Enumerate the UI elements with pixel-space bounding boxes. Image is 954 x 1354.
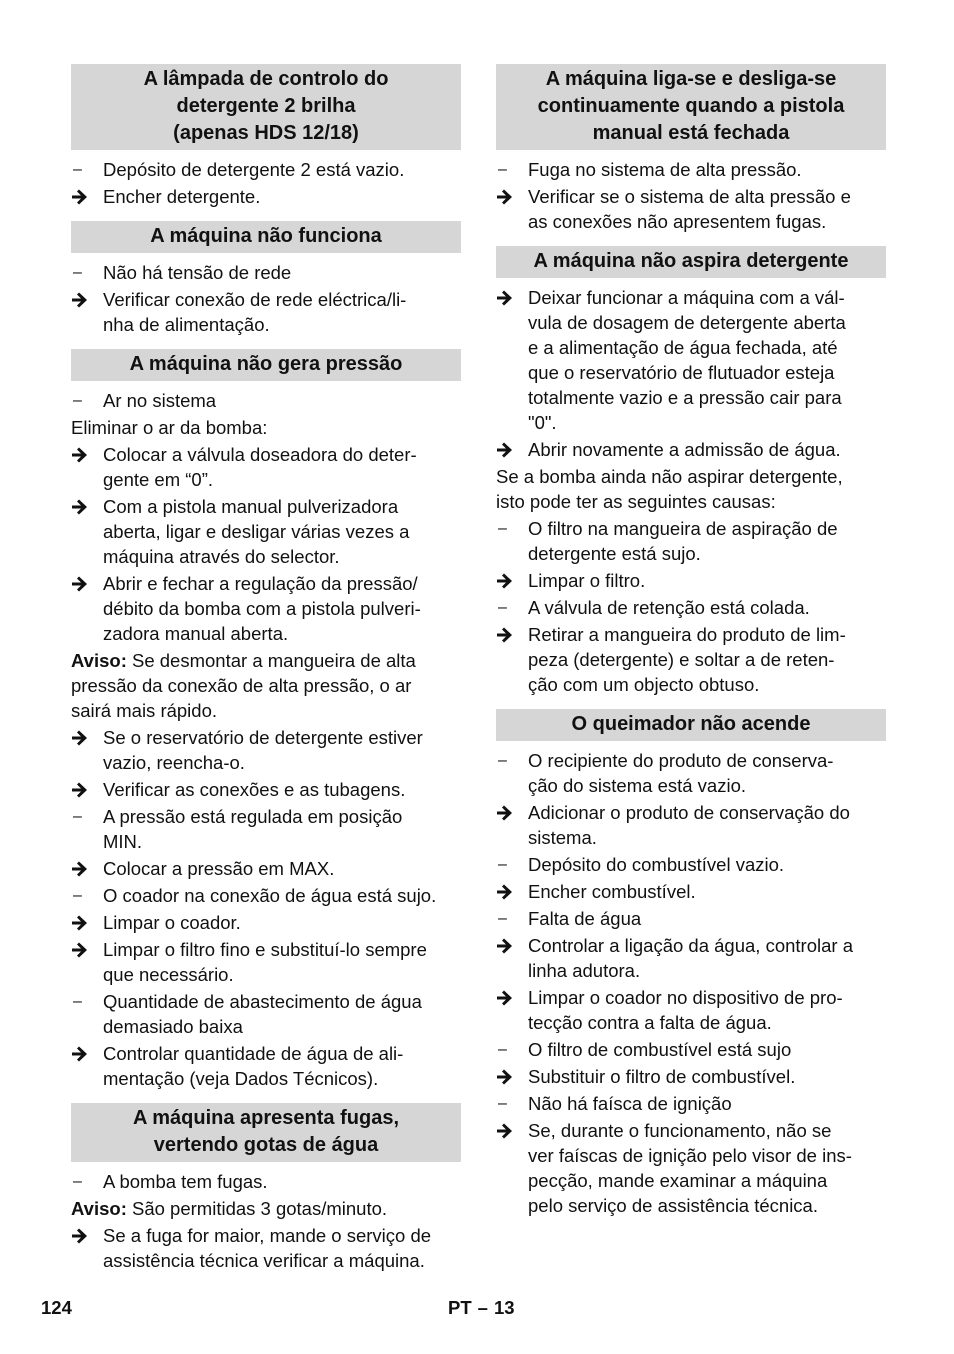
note-text: São permitidas 3 gotas/minuto. bbox=[126, 1198, 388, 1219]
item-text: Adicionar o produto de conservação do sistema. bbox=[528, 802, 850, 848]
item-text: Colocar a válvula doseadora do deter- gente em “0”. bbox=[103, 444, 417, 490]
dash-marker: – bbox=[498, 1095, 507, 1112]
heading-line: vertendo gotas de água bbox=[153, 1134, 379, 1156]
remedy-item bbox=[496, 985, 886, 1035]
dash-marker: – bbox=[73, 264, 82, 281]
cause-item bbox=[496, 852, 886, 877]
cause-item bbox=[71, 157, 461, 182]
note-label: Aviso: bbox=[71, 650, 127, 671]
remedy-item bbox=[496, 437, 886, 462]
item-text: Quantidade de abastecimento de água demasiado baixa bbox=[103, 991, 422, 1037]
item-text: Limpar o filtro. bbox=[528, 570, 646, 591]
item-text: Se, durante o funcionamento, não se ver faíscas de ignição pelo visor de ins- pecção, mande examinar a máquina pelo serviço de assistência técnica. bbox=[528, 1120, 852, 1216]
cause-item bbox=[496, 1037, 886, 1062]
page-number: 124 bbox=[41, 1297, 72, 1318]
item-text: Abrir e fechar a regulação da pressão/ débito da bomba com a pistola pulveri- zadora manual aberta. bbox=[103, 573, 421, 644]
cause-item bbox=[71, 388, 461, 413]
dash-marker: – bbox=[73, 1173, 82, 1190]
item-text: Limpar o coador no dispositivo de pro- tecção contra a falta de água. bbox=[528, 987, 843, 1033]
section-heading bbox=[496, 64, 886, 150]
remedy-item bbox=[71, 937, 461, 987]
note-paragraph bbox=[71, 1196, 461, 1221]
dash-marker: – bbox=[498, 752, 507, 769]
item-text: Depósito de detergente 2 está vazio. bbox=[103, 159, 405, 180]
item-text: Com a pistola manual pulverizadora aberta, ligar e desligar várias vezes a máquina através do selector. bbox=[103, 496, 410, 567]
cause-item bbox=[71, 989, 461, 1039]
item-text: Verificar se o sistema de alta pressão e as conexões não apresentem fugas. bbox=[528, 186, 851, 232]
section-heading bbox=[71, 349, 461, 381]
item-text: Falta de água bbox=[528, 908, 642, 929]
arrow-right-icon bbox=[71, 1041, 99, 1062]
dash-marker: – bbox=[498, 520, 507, 537]
item-text: A bomba tem fugas. bbox=[103, 1171, 268, 1192]
arrow-right-icon bbox=[71, 937, 99, 958]
remedy-item bbox=[71, 184, 461, 209]
left-column bbox=[71, 64, 461, 1275]
arrow-right-icon bbox=[71, 571, 99, 592]
section-gap bbox=[496, 699, 886, 709]
remedy-item bbox=[496, 1064, 886, 1089]
arrow-right-icon bbox=[496, 437, 524, 458]
item-text: Fuga no sistema de alta pressão. bbox=[528, 159, 802, 180]
remedy-item bbox=[496, 879, 886, 904]
section-heading bbox=[496, 246, 886, 278]
item-text: Não há faísca de ignição bbox=[528, 1093, 732, 1114]
arrow-right-icon bbox=[496, 622, 524, 643]
item-text: O recipiente do produto de conserva- ção do sistema está vazio. bbox=[528, 750, 834, 796]
section-heading bbox=[496, 709, 886, 741]
cause-item bbox=[496, 516, 886, 566]
heading-line: A máquina não gera pressão bbox=[129, 353, 403, 375]
arrow-right-icon bbox=[496, 285, 524, 306]
dash-marker: – bbox=[73, 993, 82, 1010]
heading-line: continuamente quando a pistola bbox=[537, 95, 845, 117]
paragraph: Se a bomba ainda não aspirar detergente, isto pode ter as seguintes causas: bbox=[496, 466, 843, 512]
item-text: Controlar a ligação da água, controlar a linha adutora. bbox=[528, 935, 853, 981]
item-text: Substituir o filtro de combustível. bbox=[528, 1066, 796, 1087]
item-text: A válvula de retenção está colada. bbox=[528, 597, 810, 618]
dash-marker: – bbox=[498, 1041, 507, 1058]
note-label: Aviso: bbox=[71, 1198, 127, 1219]
dash-marker: – bbox=[498, 910, 507, 927]
remedy-item bbox=[71, 910, 461, 935]
heading-line: A máquina liga-se e desliga-se bbox=[545, 68, 837, 90]
dash-marker: – bbox=[498, 599, 507, 616]
cause-item bbox=[71, 1169, 461, 1194]
arrow-right-icon bbox=[496, 568, 524, 589]
heading-line: A máquina não funciona bbox=[150, 225, 382, 247]
footer-section bbox=[448, 1297, 515, 1319]
arrow-right-icon bbox=[71, 442, 99, 463]
section-gap bbox=[496, 236, 886, 246]
arrow-right-icon bbox=[71, 184, 99, 205]
item-text: O coador na conexão de água está sujo. bbox=[103, 885, 437, 906]
heading-line: A máquina apresenta fugas, bbox=[133, 1107, 399, 1129]
heading-line: (apenas HDS 12/18) bbox=[173, 122, 359, 144]
heading-line: detergente 2 brilha bbox=[176, 95, 356, 117]
item-text: Não há tensão de rede bbox=[103, 262, 292, 283]
arrow-right-icon bbox=[71, 1223, 99, 1244]
dash-marker: – bbox=[498, 856, 507, 873]
arrow-right-icon bbox=[71, 494, 99, 515]
cause-item bbox=[496, 1091, 886, 1116]
remedy-item bbox=[496, 622, 886, 697]
remedy-item bbox=[496, 568, 886, 593]
item-text: Ar no sistema bbox=[103, 390, 217, 411]
cause-item bbox=[496, 748, 886, 798]
arrow-right-icon bbox=[71, 777, 99, 798]
dash-marker: – bbox=[73, 808, 82, 825]
remedy-item bbox=[71, 1041, 461, 1091]
cause-item bbox=[496, 595, 886, 620]
dash-marker: – bbox=[73, 392, 82, 409]
language-code: PT bbox=[448, 1297, 472, 1318]
remedy-item bbox=[496, 800, 886, 850]
item-text: Controlar quantidade de água de ali- mentação (veja Dados Técnicos). bbox=[103, 1043, 404, 1089]
section-gap bbox=[71, 339, 461, 349]
arrow-right-icon bbox=[496, 879, 524, 900]
item-text: Se o reservatório de detergente estiver vazio, reencha-o. bbox=[103, 727, 423, 773]
arrow-right-icon bbox=[71, 287, 99, 308]
item-text: Limpar o filtro fino e substituí-lo sempre que necessário. bbox=[103, 939, 427, 985]
cause-item bbox=[496, 157, 886, 182]
note-text: Se desmontar a mangueira de alta pressão da conexão de alta pressão, o ar sairá mais rápido. bbox=[71, 650, 416, 721]
arrow-right-icon bbox=[71, 856, 99, 877]
remedy-item bbox=[496, 1118, 886, 1218]
item-text: Verificar as conexões e as tubagens. bbox=[103, 779, 406, 800]
arrow-right-icon bbox=[496, 985, 524, 1006]
remedy-item bbox=[496, 285, 886, 435]
dash-marker: – bbox=[498, 161, 507, 178]
remedy-item bbox=[71, 571, 461, 646]
item-text: Encher combustível. bbox=[528, 881, 696, 902]
footer-separator: – bbox=[477, 1297, 488, 1318]
section-heading bbox=[71, 1103, 461, 1162]
item-text: Verificar conexão de rede eléctrica/li- nha de alimentação. bbox=[103, 289, 407, 335]
section-heading bbox=[71, 221, 461, 253]
dash-marker: – bbox=[73, 887, 82, 904]
heading-line: O queimador não acende bbox=[571, 713, 811, 735]
item-text: Se a fuga for maior, mande o serviço de assistência técnica verificar a máquina. bbox=[103, 1225, 432, 1271]
paragraph: Eliminar o ar da bomba: bbox=[71, 417, 268, 438]
arrow-right-icon bbox=[496, 1118, 524, 1139]
dash-marker: – bbox=[73, 161, 82, 178]
cause-item bbox=[71, 260, 461, 285]
cause-item bbox=[71, 883, 461, 908]
arrow-right-icon bbox=[496, 1064, 524, 1085]
arrow-right-icon bbox=[496, 933, 524, 954]
item-text: O filtro de combustível está sujo bbox=[528, 1039, 792, 1060]
item-text: Abrir novamente a admissão de água. bbox=[528, 439, 841, 460]
remedy-item bbox=[496, 933, 886, 983]
cause-item bbox=[71, 804, 461, 854]
right-column bbox=[496, 64, 886, 1220]
item-text: Depósito do combustível vazio. bbox=[528, 854, 785, 875]
heading-line: A lâmpada de controlo do bbox=[143, 68, 389, 90]
remedy-item bbox=[71, 725, 461, 775]
remedy-item bbox=[71, 777, 461, 802]
section-heading bbox=[71, 64, 461, 150]
arrow-right-icon bbox=[71, 910, 99, 931]
item-text: Deixar funcionar a máquina com a vál- vula de dosagem de detergente aberta e a alimentação de água fechada, até que o reservatório de flutuador esteja totalmente vazio e a pressão cair para "0". bbox=[528, 287, 846, 433]
remedy-item bbox=[71, 1223, 461, 1273]
item-text: Retirar a mangueira do produto de lim- peza (detergente) e soltar a de reten- ção com um objecto obtuso. bbox=[528, 624, 846, 695]
arrow-right-icon bbox=[496, 800, 524, 821]
remedy-item bbox=[496, 184, 886, 234]
heading-line: manual está fechada bbox=[592, 122, 790, 144]
item-text: Limpar o coador. bbox=[103, 912, 241, 933]
note-paragraph bbox=[71, 648, 461, 723]
remedy-item bbox=[71, 856, 461, 881]
heading-line: A máquina não aspira detergente bbox=[533, 250, 849, 272]
arrow-right-icon bbox=[496, 184, 524, 205]
cause-item bbox=[496, 906, 886, 931]
remedy-item bbox=[71, 442, 461, 492]
arrow-right-icon bbox=[71, 725, 99, 746]
remedy-item bbox=[71, 494, 461, 569]
item-text: A pressão está regulada em posição MIN. bbox=[103, 806, 403, 852]
item-text: Colocar a pressão em MAX. bbox=[103, 858, 335, 879]
remedy-item bbox=[71, 287, 461, 337]
section-gap bbox=[71, 1093, 461, 1103]
item-text: Encher detergente. bbox=[103, 186, 261, 207]
section-page-number: 13 bbox=[493, 1297, 515, 1318]
item-text: O filtro na mangueira de aspiração de detergente está sujo. bbox=[528, 518, 838, 564]
section-gap bbox=[71, 211, 461, 221]
